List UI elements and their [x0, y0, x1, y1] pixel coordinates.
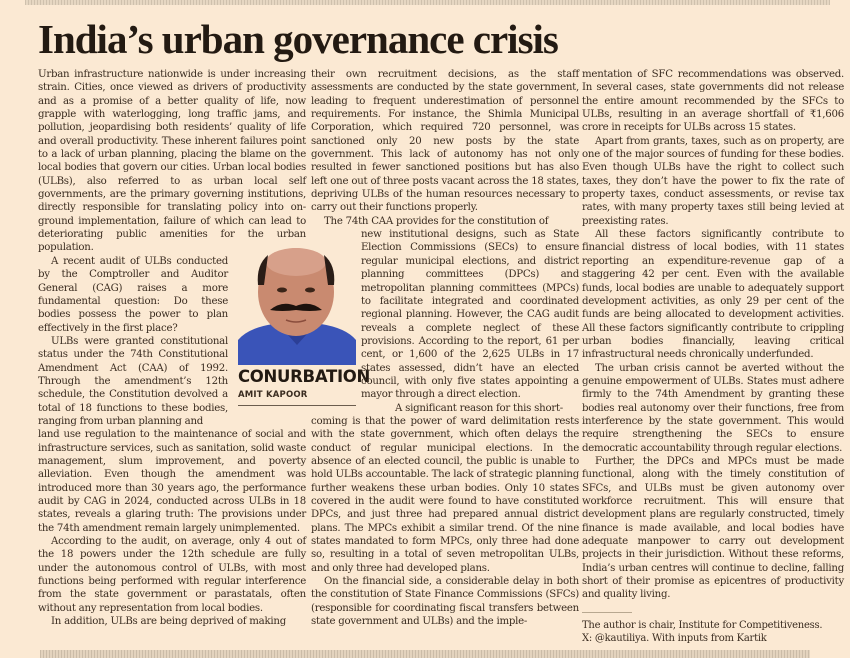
column-3: [582, 68, 844, 645]
paragraph: ULBs were granted constitutional status under the 74th Constitutional Amendment Act (CAA) of 1992. Through the amendment’s 12th schedule, the Constitution devolved a total of 18 functions to these bodies, ranging from urban planning and: [38, 335, 228, 427]
top-rule: [25, 0, 830, 5]
column-2: [311, 68, 579, 628]
wrap-around-photo: [38, 255, 228, 428]
paragraph: Urban infrastructure nationwide is under increasing strain. Cities, once viewed as drivers of productivity and as a promise of a better quality of life, now grapple with waterlogging, long traffic jams, and pollution, jeopardising both residents’ quality of life and overall productivity. These inherent failures point to a lack of urban planning, placing the blame on the local bodies that govern our cities. Urban local bodies (ULBs), also referred to as urban local self governments, are the primary governing institutions, directly responsible for translating policy into on-ground implementation, failure of which can lead to deteriorating public amenities for the urban population.: [38, 69, 306, 254]
paragraph: The 74th CAA provides for the constitution of: [324, 215, 549, 227]
paragraph: coming is that the power of ward delimitation rests with the state government, which often delays the conduct of regular municipal elections. In the absence of an elected council, the public is unable to hold ULBs accountable. The lack of strategic planning further weakens these urban bodies. Only 10 states covered in the audit were found to have constituted DPCs, and just three had prepared annual district plans. The MPCs exhibit a similar trend. Of the nine states mandated to form MPCs, only three had done so, resulting in a total of seven metropolitan ULBs, and only three had developed plans.: [311, 415, 579, 574]
paragraph: The urban crisis cannot be averted without the genuine empowerment of ULBs. States must adhere firmly to the 74th Amendment by granting these bodies real autonomy over their functions, free from interference by the state government. This would require strengthening the SECs to ensure democratic accountability through regular elections.: [582, 362, 844, 454]
paragraph: On the financial side, a considerable delay in both the constitution of State Finance Commissions (SFCs) (responsible for coordinating fiscal transfers between state government and ULBs) and the imple-: [311, 576, 579, 628]
paragraph: Further, the DPCs and MPCs must be made functional, along with the timely constitution of SFCs, and ULBs must be given autonomy over workforce recruitment. This will ensure that development plans are regularly constructed, timely finance is made available, and local bodies have adequate manpower to carry out development projects in their jurisdiction. Without these reforms, India’s urban centres will continue to decline, falling short of their promise as epicentres of productivity and quality living.: [582, 455, 844, 601]
author-note-line-1: The author is chair, Institute for Competitiveness.: [582, 619, 823, 631]
bottom-rule: [40, 650, 810, 658]
paragraph: their own recruitment decisions, as the staff assessments are conducted by the state government, leading to frequent underestimation of personnel requirements. For instance, the Shimla Municipal Corporation, which required 720 personnel, was sanctioned only 20 new posts by the state government. This lack of autonomy has not only resulted in fewer sanctioned positions but has also left one out of three posts vacant across the 18 states, depriving ULBs of the human resources necessary to carry out their functions properly.: [311, 69, 579, 214]
signoff-divider: [582, 612, 632, 613]
paragraph: A recent audit of ULBs conducted by the Comptroller and Auditor General (CAG) raises a more fundamental question: Do these bodies possess the power to plan effectively in the first place?: [38, 255, 228, 334]
paragraph: mentation of SFC recommendations was observed. In several cases, state governments did not release the entire amount recommended by the SFCs to ULBs, resulting in an average shortfall of ₹1,606 crore in receipts for ULBs across 15 states.: [582, 69, 844, 134]
column-name: CONURBATION: [238, 367, 371, 386]
wrap-around-photo: [361, 228, 579, 415]
paragraph: new institutional designs, such as State Election Commissions (SECs) to ensure regular municipal elections, and district planning committees (DPCs) and metropolitan planning committees (MPCs) to facilitate integrated and coordinated regional planning. However, the CAG audit reveals a complete neglect of these provisions. According to the report, 61 per cent, or 1,600 of the 2,625 ULBs in 17 states assessed, didn’t have an elected council, with only five states appointing a mayor through a direct election.: [361, 229, 579, 401]
paragraph: All these factors significantly contribute to financial distress of local bodies, with 11 states reporting an expenditure-revenue gap of a staggering 42 per cent. Even with the available funds, local bodies are unable to adequately support development activities, as only 29 per cent of the funds are being allocated to development activities. All these factors significantly contribute to crippling urban bodies financially, leaving critical infrastructural needs chronically underfunded.: [582, 229, 844, 361]
paragraph: A significant reason for this short-: [395, 402, 563, 414]
author-note-line-2: X: @kautiliya. With inputs from Kartik: [582, 632, 767, 644]
paragraph: According to the audit, on average, only 4 out of the 18 powers under the 12th schedule are fully under the autonomous control of ULBs, with most functions being performed with regular interference from the state government or parastatals, often without any representation from local bodies.: [38, 536, 306, 614]
headline: India’s urban governance crisis: [38, 16, 558, 62]
paragraph: land use regulation to the maintenance of social and infrastructure services, such as sanitation, solid waste management, slum improvement, and poverty alleviation. Even though the amendment was introduced more than 30 years ago, the performance audit by CAG in 2024, conducted across ULBs in 18 states, reveals a glaring truth: The provisions under the 74th amendment remain largely unimplemented.: [38, 429, 306, 534]
paragraph: Apart from grants, taxes, such as on property, are one of the major sources of funding for these bodies. Even though ULBs have the right to collect such taxes, they don’t have the power to fix the rate of property taxes, conduct assessments, or revise tax rates, with many property taxes still being levied at preexisting rates.: [582, 135, 844, 227]
author-name: AMIT KAPOOR: [238, 390, 308, 400]
paragraph: In addition, ULBs are being deprived of making: [51, 616, 286, 628]
